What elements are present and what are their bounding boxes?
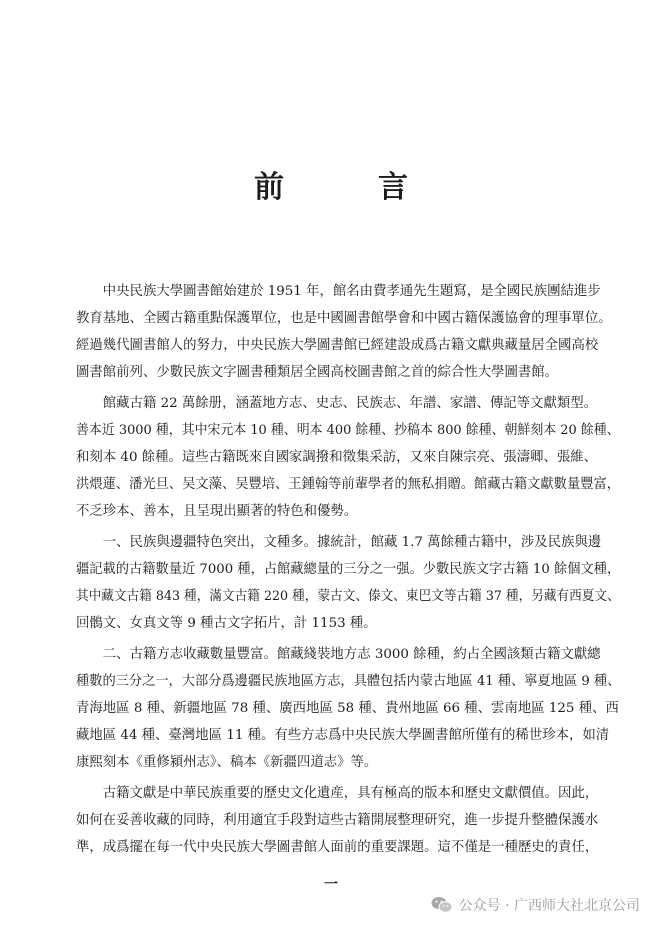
text-line: 準，成爲擺在每一代中央民族大學圖書館人面前的重要課題。這不僅是一種歷史的責任， [76, 840, 599, 855]
text-line: 教育基地、全國古籍重點保護單位，也是中國圖書館學會和中國古籍保護協會的理事單位。 [76, 311, 612, 326]
text-line: 中央民族大學圖書館始建於 1951 年，館名由費孝通先生題寫，是全國民族團結進步 [76, 284, 601, 299]
text-line: 經過幾代圖書館人的努力，中央民族大學圖書館已經建設成爲古籍文獻典藏量居全國高校 [76, 338, 599, 353]
text-line: 其中藏文古籍 843 種，滿文古籍 220 種，蒙古文、傣文、東巴文等古籍 37 種，另藏有西夏文、 [76, 589, 620, 604]
text-line: 一、民族與邊疆特色突出，文種多。據統計，館藏 1.7 萬餘種古籍中，涉及民族與邊 [76, 535, 602, 550]
paragraph [76, 780, 620, 861]
text-line: 疆記載的古籍數量近 7000 種，占館藏總量的三分之一强。少數民族文字古籍 10 餘個文種， [76, 562, 621, 577]
page-title: 前 言 [254, 170, 440, 205]
text-line: 康熙刻本《重修潁州志》、稿本《新疆四道志》等。 [76, 755, 378, 770]
text-line: 二、古籍方志收藏數量豐富。館藏綫裝地方志 3000 餘種，約占全國該類古籍文獻總 [76, 647, 601, 662]
text-line: 種數的三分之一，大部分爲邊疆民族地區方志，具體包括内蒙古地區 41 種、寧夏地區 9 種、 [76, 674, 621, 689]
text-line: 古籍文獻是中華民族重要的歷史文化遺産，具有極高的版本和歷史文獻價值。因此， [76, 786, 599, 801]
paragraph [76, 278, 620, 386]
watermark-text: 公众号 · 广西师大社北京公司 [458, 898, 640, 914]
text-line: 館藏古籍 22 萬餘册，涵蓋地方志、史志、民族志、年譜、家譜、傳記等文獻類型。 [76, 396, 598, 411]
paragraph [76, 529, 620, 637]
text-line: 圖書館前列、少數民族文字圖書種類居全國高校圖書館之首的綜合性大學圖書館。 [76, 365, 559, 380]
text-line: 不乏珍本、善本，且呈現出顯著的特色和優勢。 [76, 504, 358, 519]
wechat-icon [431, 896, 453, 914]
text-line: 洪煨蓮、潘光旦、吴文藻、吴豐培、王鍾翰等前輩學者的無私捐贈。館藏古籍文獻數量豐富， [76, 477, 621, 492]
text-line: 和刻本 40 餘種。這些古籍既來自國家調撥和徵集采訪，又來自陳宗亮、張濤卿、張維、 [76, 450, 598, 465]
text-line: 青海地區 8 種、新疆地區 78 種、廣西地區 58 種、貴州地區 66 種、雲南地區 125 種、西 [76, 701, 619, 716]
text-line: 回鶻文、女真文等 9 種古文字拓片，計 1153 種。 [76, 616, 377, 631]
text-line: 如何在妥善收藏的同時，利用適宜手段對這些古籍開展整理研究，進一步提升整體保護水 [76, 813, 599, 828]
paragraph [76, 641, 620, 776]
paragraph [76, 390, 620, 525]
preface-body [76, 278, 620, 861]
text-line: 藏地區 44 種、臺灣地區 11 種。有些方志爲中央民族大學圖書館所僅有的稀世珍本，如清 [76, 728, 610, 743]
text-line: 善本近 3000 種，其中宋元本 10 種、明本 400 餘種、抄稿本 800 餘種、朝鮮刻本 20 餘種、 [76, 423, 620, 438]
page-number: 一 [324, 877, 338, 893]
watermark [431, 895, 640, 915]
